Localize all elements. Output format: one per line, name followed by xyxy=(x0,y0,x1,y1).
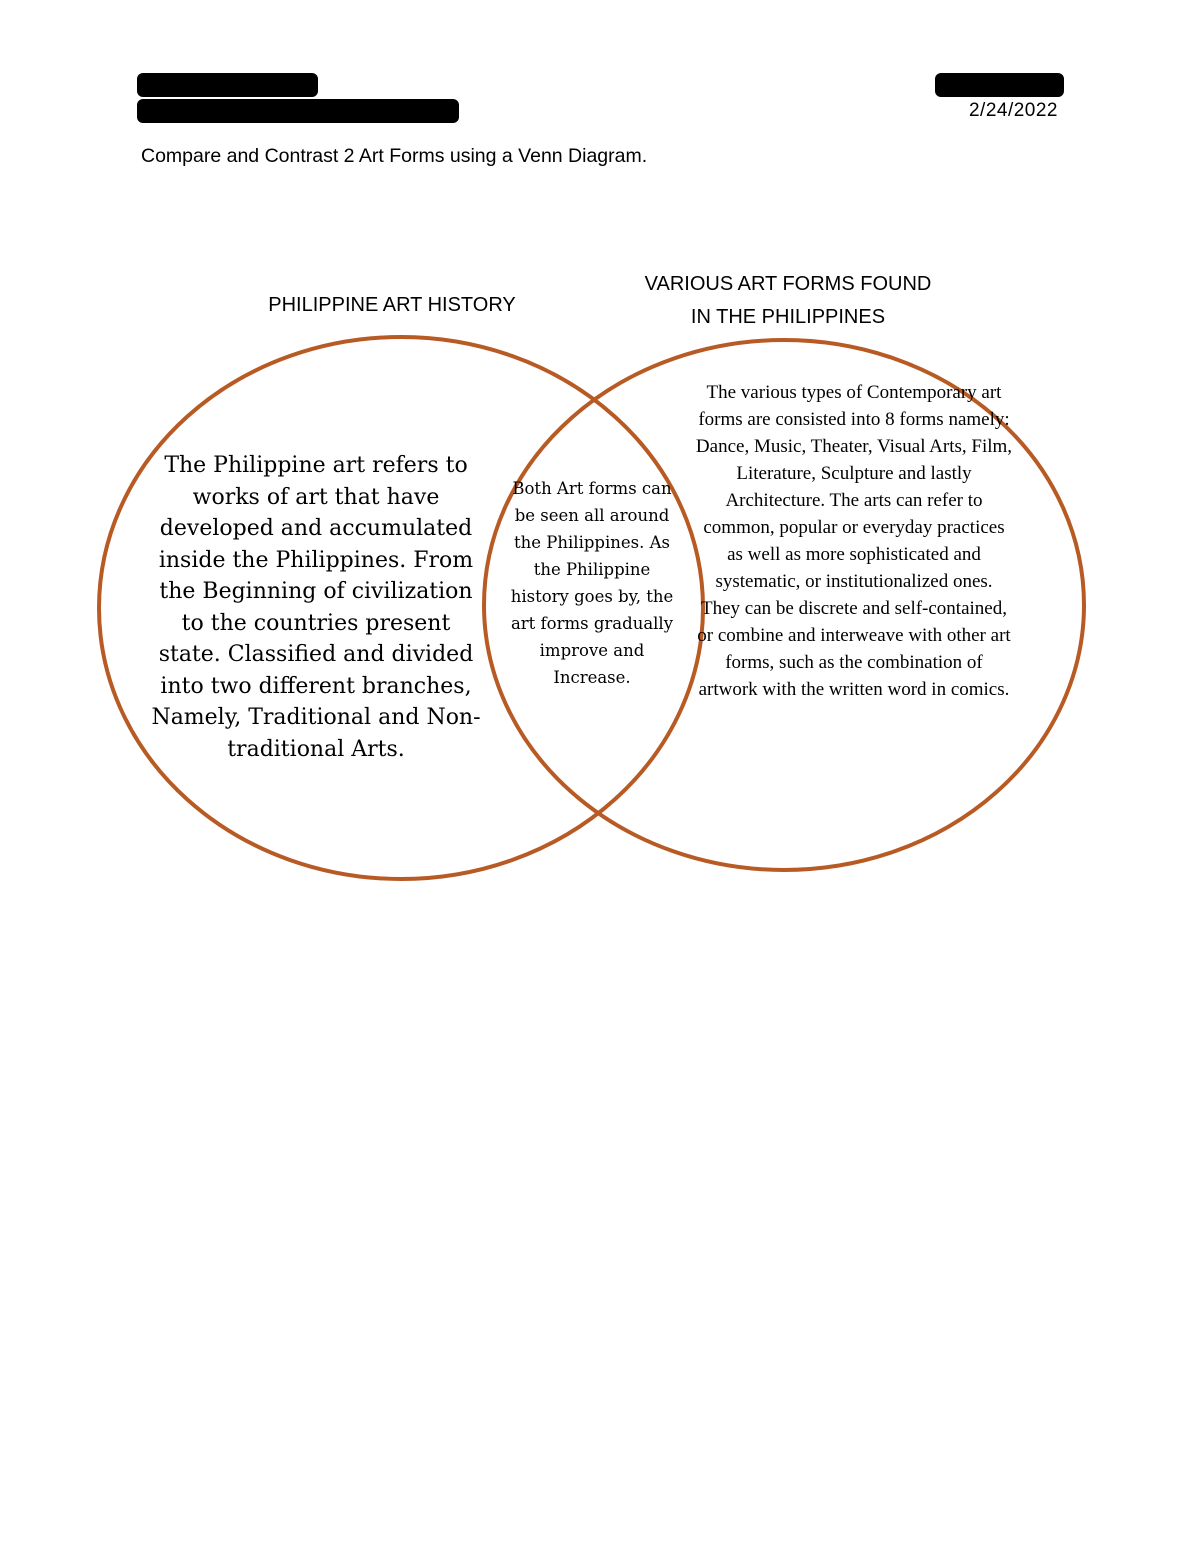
instruction-text: Compare and Contrast 2 Art Forms using a Venn Diagram. xyxy=(141,145,648,167)
date-label: 2/24/2022 xyxy=(968,100,1058,121)
left-circle-title: PHILIPPINE ART HISTORY xyxy=(268,294,516,316)
left-circle-text: The Philippine art refers to works of art that have developed and accumulated inside the Philippines. From the Beginning of civilization to the countries present state. Classified and divided into two different branches, Namely, Traditional and Non-traditional Arts. xyxy=(151,453,481,762)
right-title-line-2: IN THE PHILIPPINES xyxy=(690,306,886,328)
right-title-line-1: VARIOUS ART FORMS FOUND xyxy=(644,273,932,295)
right-circle-text: The various types of Contemporary art forms are consisted into 8 forms namely: Dance, Music, Theater, Visual Arts, Film, Literature, Sculpture and lastly Architecture. The arts can refer to common, popular or everyday practices as well as more sophisticated and systematic, or institutionalized ones. They can be discrete and self-contained, or combine and interweave with other art forms, such as the combination of artwork with the written word in comics. xyxy=(695,382,1013,700)
overlap-text: Both Art forms can be seen all around the Philippines. As the Philippine history goes by, the art forms gradually improve and Increase. xyxy=(510,479,674,687)
